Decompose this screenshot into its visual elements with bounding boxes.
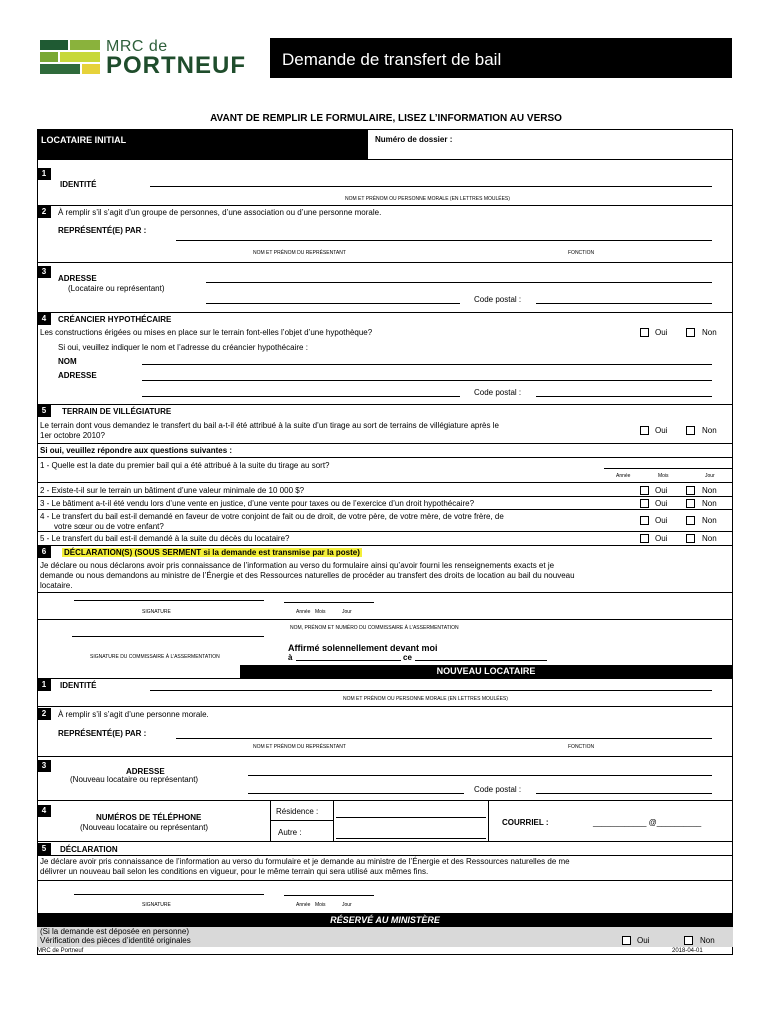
- question-4-line2: votre sœur ou de votre enfant?: [54, 522, 164, 531]
- day-hint: Jour: [342, 609, 352, 615]
- new-postal-input[interactable]: [536, 793, 712, 794]
- q3-yes-checkbox[interactable]: [640, 499, 649, 508]
- new-identity-hint: NOM ET PRÉNOM OU PERSONNE MORALE (EN LETTRES MOULÉES): [343, 696, 508, 702]
- new-address-label: ADRESSE: [126, 767, 165, 776]
- notice: AVANT DE REMPLIR LE FORMULAIRE, LISEZ L’INFORMATION AU VERSO: [210, 113, 562, 124]
- file-number-label: Numéro de dossier :: [375, 135, 453, 144]
- affirmed-place-input[interactable]: [296, 660, 401, 661]
- identity-label: IDENTITÉ: [60, 180, 97, 189]
- commissioner-signature-input[interactable]: [72, 636, 264, 637]
- form-title: Demande de transfert de bail: [270, 38, 732, 78]
- postal-code-label: Code postal :: [474, 388, 522, 397]
- divider: [270, 820, 334, 821]
- signature-hint: SIGNATURE: [142, 609, 171, 615]
- affirmed-date-input[interactable]: [415, 660, 547, 661]
- resort-no-checkbox[interactable]: [686, 426, 695, 435]
- mrc-logo-mark-icon: [40, 40, 102, 76]
- new-represented-by-label: REPRÉSENTÉ(E) PAR :: [58, 729, 147, 738]
- address-sub: (Locataire ou représentant): [68, 284, 165, 293]
- divider: [37, 262, 733, 263]
- divider: [37, 205, 733, 206]
- logo: [40, 38, 260, 78]
- day-hint: Jour: [342, 902, 352, 908]
- month-hint: Mois: [658, 473, 669, 479]
- on-label: ce: [403, 653, 412, 662]
- address-label: ADRESSE: [58, 274, 97, 283]
- divider: [37, 482, 733, 483]
- postal-code-label: Code postal :: [474, 295, 522, 304]
- creditor-if-yes: Si oui, veuillez indiquer le nom et l’adresse du créancier hypothécaire :: [58, 343, 308, 352]
- divider: [37, 855, 733, 856]
- footer-right: 2018-04-01: [672, 948, 703, 954]
- email-label: COURRIEL :: [502, 818, 549, 827]
- no-label: Non: [702, 516, 717, 525]
- section-number: 2: [37, 206, 51, 218]
- section-number: 6: [37, 546, 51, 558]
- section-number: 1: [37, 168, 51, 180]
- footer-left: MRC de Portneuf: [37, 948, 84, 954]
- resort-question-line1: Le terrain dont vous demandez le transfert du bail a-t-il été attribué à la suite d’un tirage au sort de terrains de villégiature après le: [40, 421, 499, 430]
- logo-text-top: MRC de: [106, 38, 168, 55]
- q4-yes-checkbox[interactable]: [640, 516, 649, 525]
- question-2: 2 - Existe-t-il sur le terrain un bâtiment d’une valeur minimale de 10 000 $?: [40, 486, 305, 495]
- no-label: Non: [702, 486, 717, 495]
- divider: [37, 159, 733, 160]
- residence-phone-input[interactable]: [336, 817, 486, 818]
- q2-yes-checkbox[interactable]: [640, 486, 649, 495]
- divider: [37, 619, 733, 620]
- question-3: 3 - Le bâtiment a-t-il été vendu lors d’une vente en justice, d’une vente pour taxes ou de l’exercice d’un droit hypothécaire?: [40, 499, 475, 508]
- new-declaration-line1: Je déclare avoir pris connaissance de l’information au verso du formulaire et je demande au ministre de l’Énergie et des Ressources naturelles de me: [40, 857, 570, 866]
- resort-if-yes: Si oui, veuillez répondre aux questions suivantes :: [40, 446, 233, 455]
- new-address-input[interactable]: [248, 775, 712, 776]
- yes-label: Oui: [655, 486, 668, 495]
- phone-label: NUMÉROS DE TÉLÉPHONE: [96, 813, 202, 822]
- q5-no-checkbox[interactable]: [686, 534, 695, 543]
- declaration-line1: Je déclare ou nous déclarons avoir pris connaissance de l’information au verso du formulaire ainsi qu’avoir fourni les renseignements exacts et je: [40, 561, 555, 570]
- at-label: à: [288, 653, 293, 662]
- commissioner-signature-hint: SIGNATURE DU COMMISSAIRE À L’ASSERMENTATION: [90, 654, 220, 660]
- commissioner-name-hint: NOM, PRÉNOM ET NUMÉRO DU COMMISSAIRE À L’ASSERMENTATION: [290, 625, 459, 631]
- identity-hint: NOM ET PRÉNOM OU PERSONNE MORALE (EN LETTRES MOULÉES): [345, 196, 510, 202]
- other-phone-input[interactable]: [336, 838, 486, 839]
- signature-input[interactable]: [74, 600, 264, 601]
- q5-yes-checkbox[interactable]: [640, 534, 649, 543]
- yes-label: Oui: [655, 426, 668, 435]
- section-number: 5: [37, 405, 51, 417]
- residence-label: Résidence :: [276, 807, 319, 816]
- new-declaration-label: DÉCLARATION: [60, 845, 118, 854]
- section-new-tenant: NOUVEAU LOCATAIRE: [240, 665, 732, 678]
- phone-sub: (Nouveau locataire ou représentant): [80, 823, 209, 832]
- new-date-input[interactable]: [284, 895, 374, 896]
- first-lease-date-input[interactable]: [604, 468, 732, 469]
- representative-name-hint: NOM ET PRÉNOM DU REPRÉSENTANT: [253, 250, 346, 256]
- identity-input[interactable]: [150, 186, 712, 187]
- question-5: 5 - Le transfert du bail est-il demandé à la suite du décès du locataire?: [40, 534, 290, 543]
- new-identity-input[interactable]: [150, 690, 712, 691]
- yes-label: Oui: [655, 534, 668, 543]
- section-number: 2: [37, 708, 51, 720]
- ministry-line2: Vérification des pièces d’identité originales: [40, 936, 191, 945]
- month-hint: Mois: [315, 609, 326, 615]
- month-hint: Mois: [315, 902, 326, 908]
- year-hint: Année: [296, 902, 311, 908]
- declaration-line3: locataire.: [40, 581, 73, 590]
- divider: [37, 312, 733, 313]
- ministry-yes-checkbox[interactable]: [622, 936, 631, 945]
- new-group-note: À remplir s’il s’agit d’une personne morale.: [58, 710, 209, 719]
- no-label: Non: [700, 936, 715, 945]
- new-address-sub: (Nouveau locataire ou représentant): [70, 775, 199, 784]
- q2-no-checkbox[interactable]: [686, 486, 695, 495]
- section-number: 5: [37, 843, 51, 855]
- postal-code-input[interactable]: [536, 303, 712, 304]
- logo-text-bottom: PORTNEUF: [106, 52, 246, 79]
- ministry-no-checkbox[interactable]: [684, 936, 693, 945]
- divider: [37, 706, 733, 707]
- divider: [37, 880, 733, 881]
- no-label: Non: [702, 328, 717, 337]
- yes-label: Oui: [655, 328, 668, 337]
- section-number: 3: [37, 266, 51, 278]
- creditor-address-input[interactable]: [142, 380, 712, 381]
- representative-role-hint: FONCTION: [568, 250, 595, 256]
- new-representative-role-hint: FONCTION: [568, 744, 595, 750]
- yes-label: Oui: [655, 499, 668, 508]
- represented-by-label: REPRÉSENTÉ(E) PAR :: [58, 226, 147, 235]
- resort-question-line2: 1er octobre 2010?: [40, 431, 105, 440]
- year-hint: Année: [296, 609, 311, 615]
- divider: [37, 545, 733, 546]
- divider: [37, 443, 733, 444]
- file-number-input[interactable]: [469, 146, 731, 147]
- ministry-line1: (Si la demande est déposée en personne): [40, 927, 189, 936]
- group-note: À remplir s’il s’agit d’un groupe de personnes, d’une association ou d’une personne morale.: [58, 208, 382, 217]
- mortgage-question: Les constructions érigées ou mises en place sur le terrain font-elles l’objet d’une hypothèque?: [40, 328, 373, 337]
- affirmed-label: Affirmé solennellement devant moi: [288, 643, 438, 653]
- declaration-text: [40, 561, 730, 591]
- divider: [37, 592, 733, 593]
- divider: [37, 509, 733, 510]
- mortgage-yes-checkbox[interactable]: [640, 328, 649, 337]
- divider: [37, 496, 733, 497]
- date-input[interactable]: [284, 602, 374, 603]
- new-representative-input[interactable]: [176, 738, 712, 739]
- divider: [488, 800, 489, 841]
- creditor-label: CRÉANCIER HYPOTHÉCAIRE: [58, 315, 172, 324]
- divider: [37, 841, 733, 842]
- divider: [37, 756, 733, 757]
- new-signature-hint: SIGNATURE: [142, 902, 171, 908]
- question-1: 1 - Quelle est la date du premier bail qui a été attribué à la suite du tirage au sort?: [40, 461, 330, 470]
- representative-input[interactable]: [176, 240, 712, 241]
- question-4-line1: 4 - Le transfert du bail est-il demandé en faveur de votre conjoint de fait ou de droit, de votre père, de votre mère, de votre frère, de: [40, 512, 504, 521]
- mortgage-no-checkbox[interactable]: [686, 328, 695, 337]
- no-label: Non: [702, 426, 717, 435]
- day-hint: Jour: [705, 473, 715, 479]
- q4-no-checkbox[interactable]: [686, 516, 695, 525]
- address-input-2[interactable]: [206, 303, 460, 304]
- section-initial-tenant: LOCATAIRE INITIAL: [37, 129, 367, 159]
- resort-yes-checkbox[interactable]: [640, 426, 649, 435]
- new-declaration-text: [40, 857, 730, 877]
- creditor-address-label: ADRESSE: [58, 371, 97, 380]
- divider: [37, 531, 733, 532]
- q3-no-checkbox[interactable]: [686, 499, 695, 508]
- new-address-input-2[interactable]: [248, 793, 464, 794]
- section-number: 1: [37, 679, 51, 691]
- ministry-section: RÉSERVÉ AU MINISTÈRE: [37, 913, 733, 927]
- declaration-line2: demande ou nous demandons au ministre de l’Énergie et des Ressources naturelles de procéder au transfert des droits de location au bail du nouveau: [40, 571, 575, 580]
- new-identity-label: IDENTITÉ: [60, 681, 97, 690]
- year-hint: Année: [616, 473, 631, 479]
- divider: [37, 404, 733, 405]
- other-label: Autre :: [278, 828, 302, 837]
- section-number: 4: [37, 805, 51, 817]
- new-declaration-line2: délivrer un nouveau bail selon les conditions en vigueur, pour le même terrain qui sera utilisé aux mêmes fins.: [40, 867, 429, 876]
- section-number: 4: [37, 313, 51, 325]
- resort-land-label: TERRAIN DE VILLÉGIATURE: [62, 407, 172, 416]
- creditor-name-input[interactable]: [142, 364, 712, 365]
- creditor-name-label: NOM: [58, 357, 77, 366]
- no-label: Non: [702, 534, 717, 543]
- declaration-label: DÉCLARATION(S) (SOUS SERMENT si la demande est transmise par la poste): [64, 548, 360, 557]
- new-signature-input[interactable]: [74, 894, 264, 895]
- section-number: 3: [37, 760, 51, 772]
- creditor-address-input-2[interactable]: [142, 396, 460, 397]
- yes-label: Oui: [637, 936, 650, 945]
- postal-code-label: Code postal :: [474, 785, 522, 794]
- address-input[interactable]: [206, 282, 712, 283]
- yes-label: Oui: [655, 516, 668, 525]
- new-representative-name-hint: NOM ET PRÉNOM DU REPRÉSENTANT: [253, 744, 346, 750]
- divider: [37, 457, 733, 458]
- divider: [367, 129, 368, 159]
- creditor-postal-input[interactable]: [536, 396, 712, 397]
- divider: [37, 678, 733, 679]
- email-input[interactable]: ____________ @__________: [593, 818, 702, 827]
- no-label: Non: [702, 499, 717, 508]
- divider: [37, 800, 733, 801]
